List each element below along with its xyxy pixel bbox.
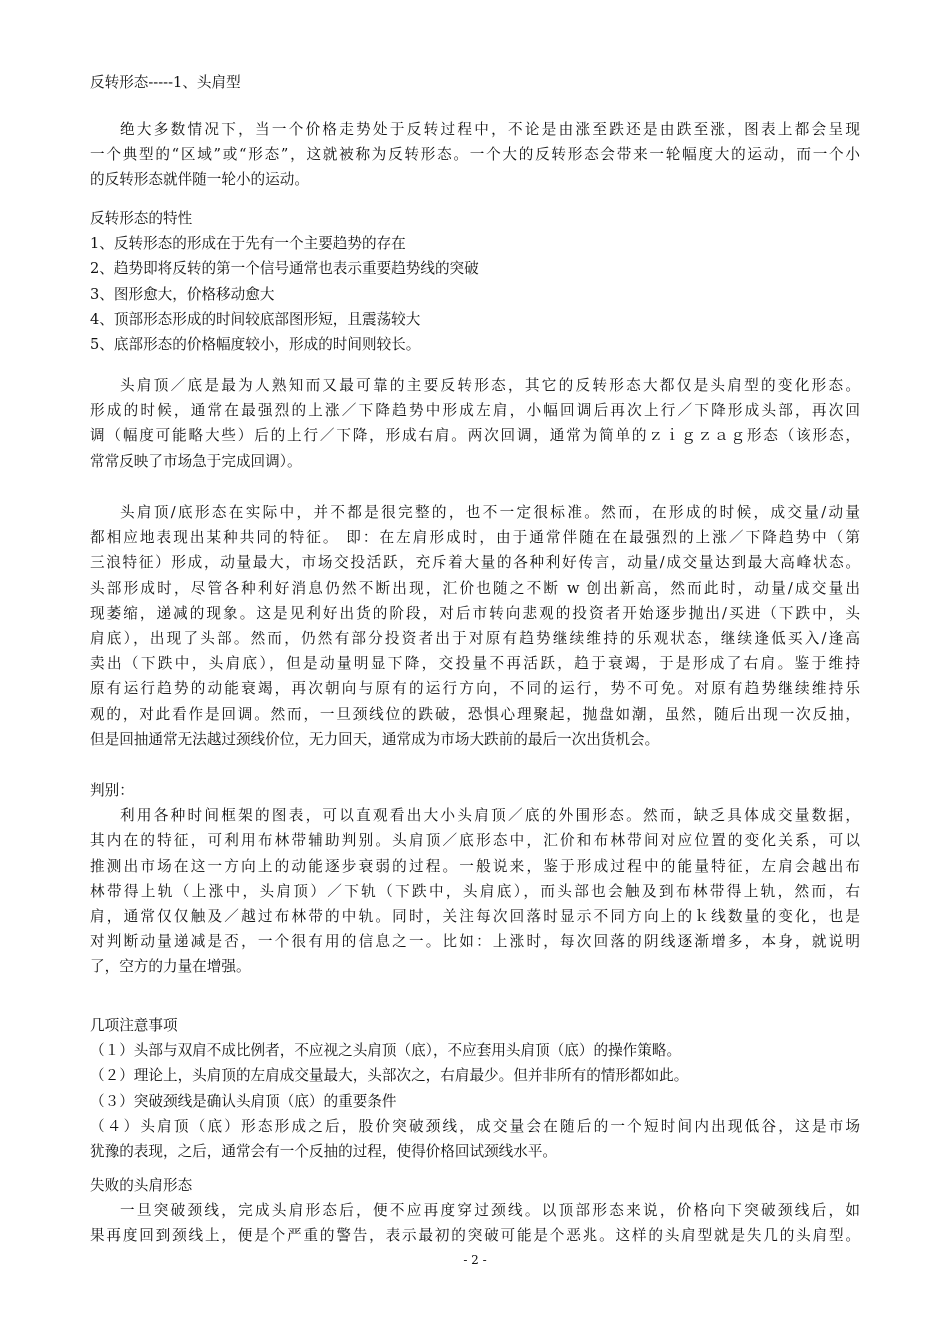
text-line: 常常反映了市场急于完成回调）。 (90, 452, 302, 470)
text-line: 了，空方的力量在增强。 (90, 958, 251, 976)
list-item: 3、图形愈大，价格移动愈大 (90, 285, 275, 303)
text-line: 现萎缩，递减的现象。这是见利好出货的阶段，对后市转向悲观的投资者开始逐步抛出/买进（下跌中，头 (90, 604, 860, 622)
text-line: 其内在的特征，可利用布林带辅助判别。头肩顶／底形态中，汇价和布林带间对应位置的变化关系，可以 (90, 832, 860, 850)
list-item: 4、顶部形态形成的时间较底部图形短，且震荡较大 (90, 310, 421, 328)
text-line: 一个典型的“区域”或“形态”，这就被称为反转形态。一个大的反转形态会带来一轮幅度大的运动，而一个小 (90, 146, 860, 164)
text-line: 但是回抽通常无法越过颈线价位，无力回天，通常成为市场大跌前的最后一次出货机会。 (90, 730, 660, 748)
text-line: 林带得上轨（上涨中，头肩顶）／下轨（下跌中，头肩底），而头部也会触及到布林带得上轨，然而，右 (90, 882, 860, 900)
text-line: 绝大多数情况下，当一个价格走势处于反转过程中，不论是由涨至跌还是由跌至涨，图表上都会呈现 (120, 121, 860, 138)
text-line: 形成的时候，通常在最强烈的上涨／下降趋势中形成左肩，小幅回调后再次上行／下降形成头部，再次回 (90, 402, 860, 420)
title-block (90, 70, 860, 95)
text-line: 头部形成时，尽管各种利好消息仍然不断出现，汇价也随之不断 w 创出新高，然而此时，动量/成交量出 (90, 579, 860, 597)
page-title: 反转形态-----1、头肩型 (90, 74, 241, 91)
text-line: 的反转形态就伴随一轮小的运动。 (90, 171, 309, 189)
text-line: 推测出市场在这一方向上的动能逐步衰弱的过程。一般说来，鉴于形成过程中的能量特征，左肩会越出布 (90, 857, 860, 875)
text-line: 果再度回到颈线上，便是个严重的警告，表示最初的突破可能是个恶兆。这样的头肩型就是失几的头肩型。 (90, 1227, 860, 1245)
text-line: 肩底），出现了头部。然而，仍然有部分投资者出于对原有趋势继续维持的乐观状态，继续逢低买入/逢高 (90, 629, 860, 647)
text-line: 原有运行趋势的动能衰竭，再次朝向与原有的运行方向，不同的运行，势不可免。对原有趋势继续维持乐 (90, 680, 860, 698)
list-item: （２）理论上，头肩顶的左肩成交量最大，头部次之，右肩最少。但并非所有的情形都如此。 (90, 1067, 689, 1085)
section-heading: 反转形态的特性 (90, 210, 193, 227)
text-line: 三浪特征）形成，动量最大，市场交投活跃，充斥着大量的各种利好传言，动量/成交量达到最大高峰状态。 (90, 554, 860, 572)
properties-section (90, 206, 860, 357)
text-line: 对判断动量递减是否，一个很有用的信息之一。比如：上涨时，每次回落的阴线逐渐增多，本身，就说明 (90, 933, 860, 951)
section-heading: 失败的头肩形态 (90, 1177, 193, 1194)
page-number: - 2 - (463, 1253, 487, 1267)
text-line: 利用各种时间框架的图表，可以直观看出大小头肩顶／底的外围形态。然而，缺乏具体成交量数据， (120, 807, 860, 825)
list-item: 2、趋势即将反转的第一个信号通常也表示重要趋势线的突破 (90, 260, 479, 278)
text-line: 犹豫的表现，之后，通常会有一个反抽的过程，使得价格回试颈线水平。 (90, 1142, 558, 1160)
list-item: 1、反转形态的形成在于先有一个主要趋势的存在 (90, 235, 406, 253)
text-line: 都相应地表现出某种共同的特征。 即：在左肩形成时，由于通常伴随在在最强烈的上涨／下降趋势中（第 (90, 529, 860, 547)
text-line: 肩，通常仅仅触及／越过布林带的中轨。同时，关注每次回落时显示不同方向上的ｋ线数量的变化，也是 (90, 907, 860, 925)
practice-paragraph (90, 500, 860, 752)
intro-paragraph (90, 117, 860, 193)
list-item: 5、底部形态的价格幅度较小，形成的时间则较长。 (90, 335, 421, 353)
list-item: （１）头部与双肩不成比例者，不应视之头肩顶（底），不应套用头肩顶（底）的操作策略。 (90, 1042, 682, 1060)
text-line: 头肩顶/底形态在实际中，并不都是很完整的，也不一定很标准。然而，在形成的时候，成交量/动量 (120, 504, 860, 521)
head-shoulders-paragraph (90, 373, 860, 474)
text-line: 观的，对此看作是回调。然而，一旦颈线位的跌破，恐惧心理聚起，抛盘如潮，虽然，随后出现一次反抽， (90, 705, 860, 723)
list-item: （４）头肩顶（底）形态形成之后，股价突破颈线，成交量会在随后的一个短时间内出现低谷，这是市场 (90, 1117, 860, 1135)
failed-section (90, 1173, 860, 1249)
text-line: 卖出（下跌中，头肩底），但是动量明显下降，交投量不再活跃，趋于衰竭，于是形成了右肩。鉴于维持 (90, 655, 860, 673)
text-line: 调（幅度可能略大些）后的上行／下降，形成右肩。两次回调，通常为简单的ｚｉｇｚａｇ形态（该形态， (90, 427, 860, 445)
notes-section (90, 1013, 860, 1164)
text-line: 头肩顶／底是最为人熟知而又最可靠的主要反转形态，其它的反转形态大都仅是头肩型的变化形态。 (120, 377, 860, 394)
judge-section (90, 778, 860, 980)
list-item: （３）突破颈线是确认头肩顶（底）的重要条件 (90, 1092, 397, 1110)
text-line: 一旦突破颈线，完成头肩形态后，便不应再度穿过颈线。以顶部形态来说，价格向下突破颈线后，如 (120, 1202, 860, 1220)
section-heading: 判别： (90, 782, 134, 799)
section-heading: 几项注意事项 (90, 1017, 178, 1034)
